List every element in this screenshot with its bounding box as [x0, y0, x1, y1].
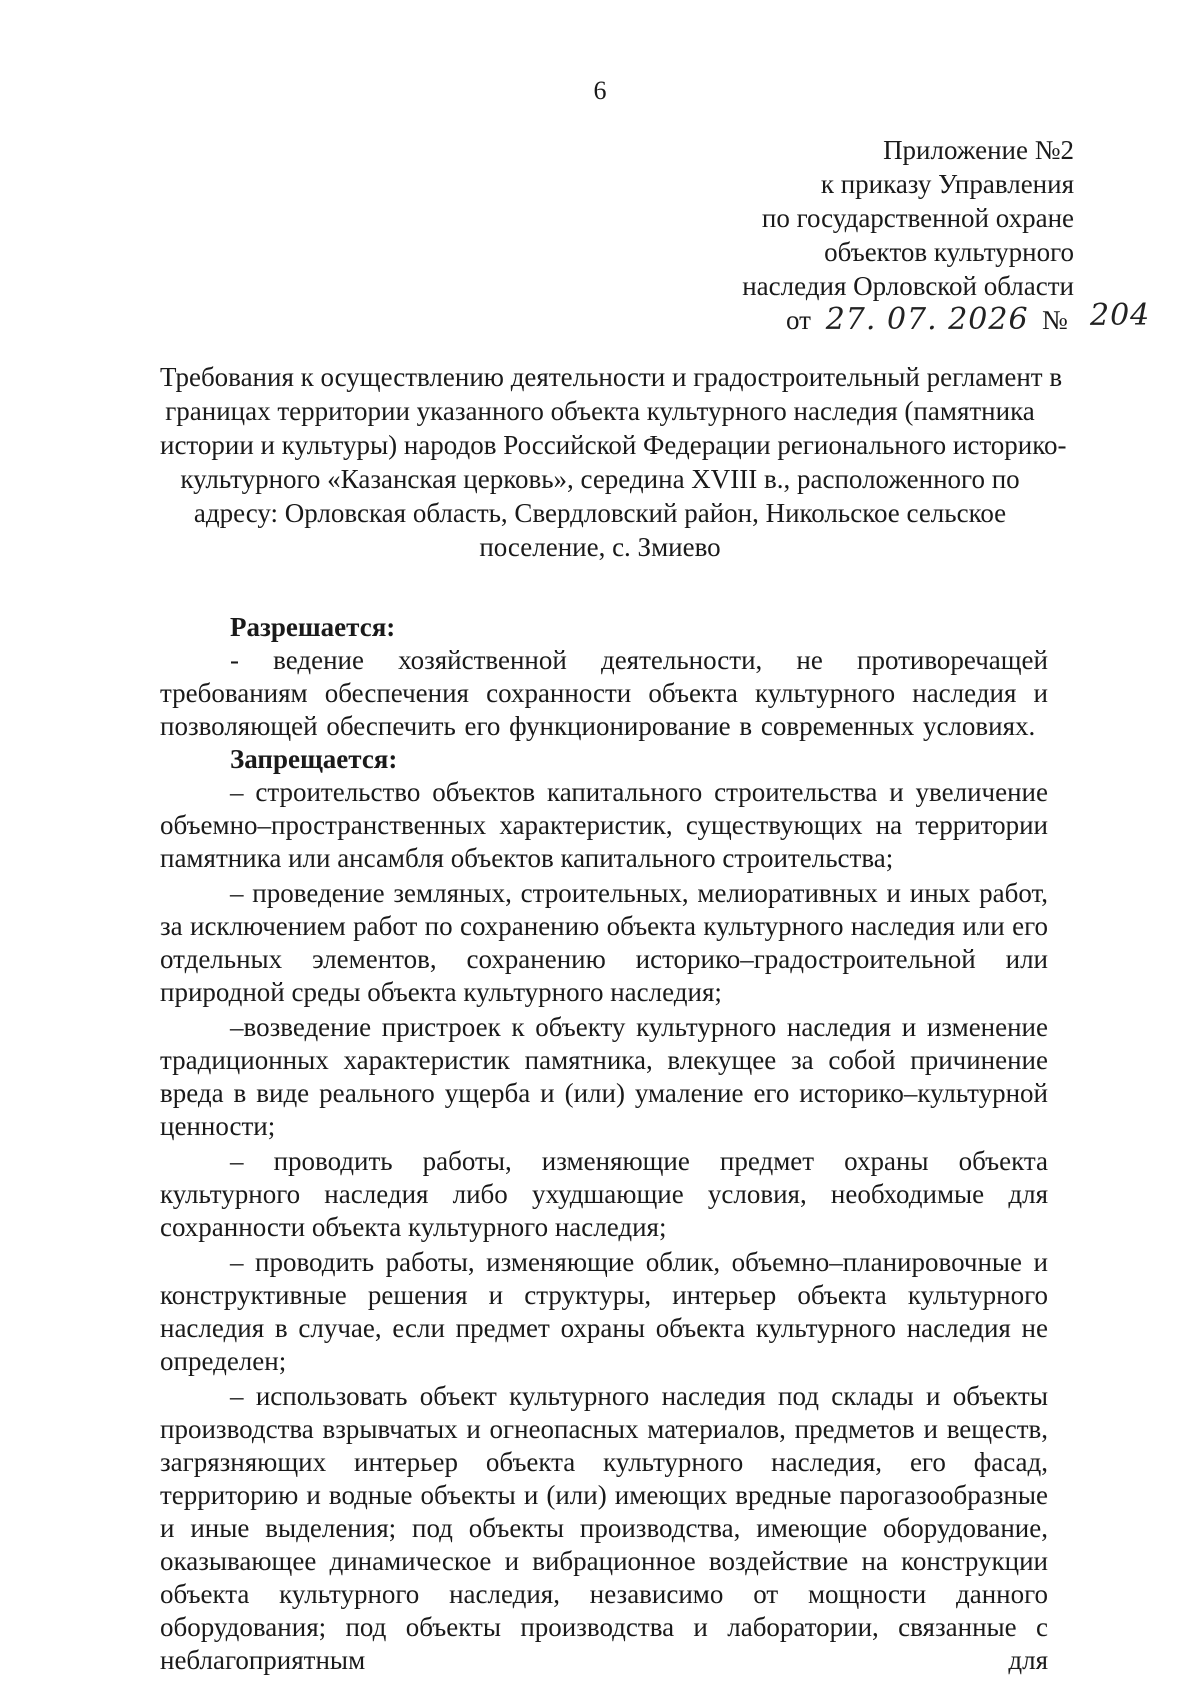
handwritten-number: 204: [1090, 298, 1151, 333]
page-number: 6: [593, 76, 607, 105]
prohibited-item: – проводить работы, изменяющие облик, объемно–планировочные и конструктивные решения и структуры, интерьер объекта культурного наследия в случае, если предмет охраны объекта культурного наследия не определен;: [160, 1247, 1048, 1376]
prohibited-item: – использовать объект культурного наследия под склады и объекты производства взрывчатых и огнеопасных материалов, предметов и веществ, загрязняющих интерьер объекта культурного наследия, его фасад, территорию и водные объекты и (или) имеющих вредные парогазообразные и иные выделения; под объекты производства, имеющие оборудование, оказывающее динамическое и вибрационное воздействие на конструкции объекта культурного наследия, независимо от мощности данного оборудования; под объекты производства и лаборатории, связанные с неблагоприятным для: [160, 1381, 1048, 1675]
title-line: истории и культуры) народов Российской Федерации регионального историко-: [160, 430, 1067, 460]
title-line: культурного «Казанская церковь», середина XVIII в., расположенного по: [180, 464, 1020, 494]
allowed-heading: Разрешается:: [230, 612, 396, 642]
title-line: адресу: Орловская область, Свердловский район, Никольское сельское: [193, 498, 1007, 528]
appendix-line: по государственной охране: [761, 203, 1074, 233]
title-line: границах территории указанного объекта культурного наследия (памятника: [165, 396, 1035, 426]
prohibited-item: – проведение земляных, строительных, мелиоративных и иных работ, за исключением работ по сохранению объекта культурного наследия или его отдельных элементов, сохранению историко–градостроительной или природной среды объекта культурного наследия;: [160, 878, 1048, 1007]
document-title: [160, 360, 1067, 564]
handwritten-date: 27. 07. 2026: [825, 302, 1029, 337]
appendix-line: Приложение №2: [883, 135, 1074, 165]
title-line: Требования к осуществлению деятельности и градостроительный регламент в: [160, 362, 1063, 392]
from-label: от: [786, 305, 811, 335]
number-label: №: [1042, 305, 1068, 335]
prohibited-item: – проводить работы, изменяющие предмет охраны объекта культурного наследия либо ухудшающие условия, необходимые для сохранности объекта культурного наследия;: [160, 1146, 1048, 1242]
allowed-item: - ведение хозяйственной деятельности, не противоречащей требованиям обеспечения сохранности объекта культурного наследия и позволяющей обеспечить его функционирование в современных условиях.: [160, 645, 1048, 741]
prohibited-item: – строительство объектов капитального строительства и увеличение объемно–пространственных характеристик, существующих на территории памятника или ансамбля объектов капитального строительства;: [160, 777, 1048, 873]
prohibited-heading: Запрещается:: [230, 744, 398, 774]
prohibited-item: –возведение пристроек к объекту культурного наследия и изменение традиционных характеристик памятника, влекущее за собой причинение вреда в виде реального ущерба и (или) умаление его историко–культурной ценности;: [160, 1012, 1048, 1141]
appendix-line: наследия Орловской области: [742, 271, 1074, 301]
title-line: поселение, с. Змиево: [479, 532, 721, 562]
appendix-block: [654, 133, 1151, 337]
document-body: [160, 611, 1048, 1677]
appendix-line: к приказу Управления: [820, 169, 1074, 199]
order-date-number-line: [654, 298, 1151, 337]
appendix-line: объектов культурного: [824, 237, 1074, 267]
